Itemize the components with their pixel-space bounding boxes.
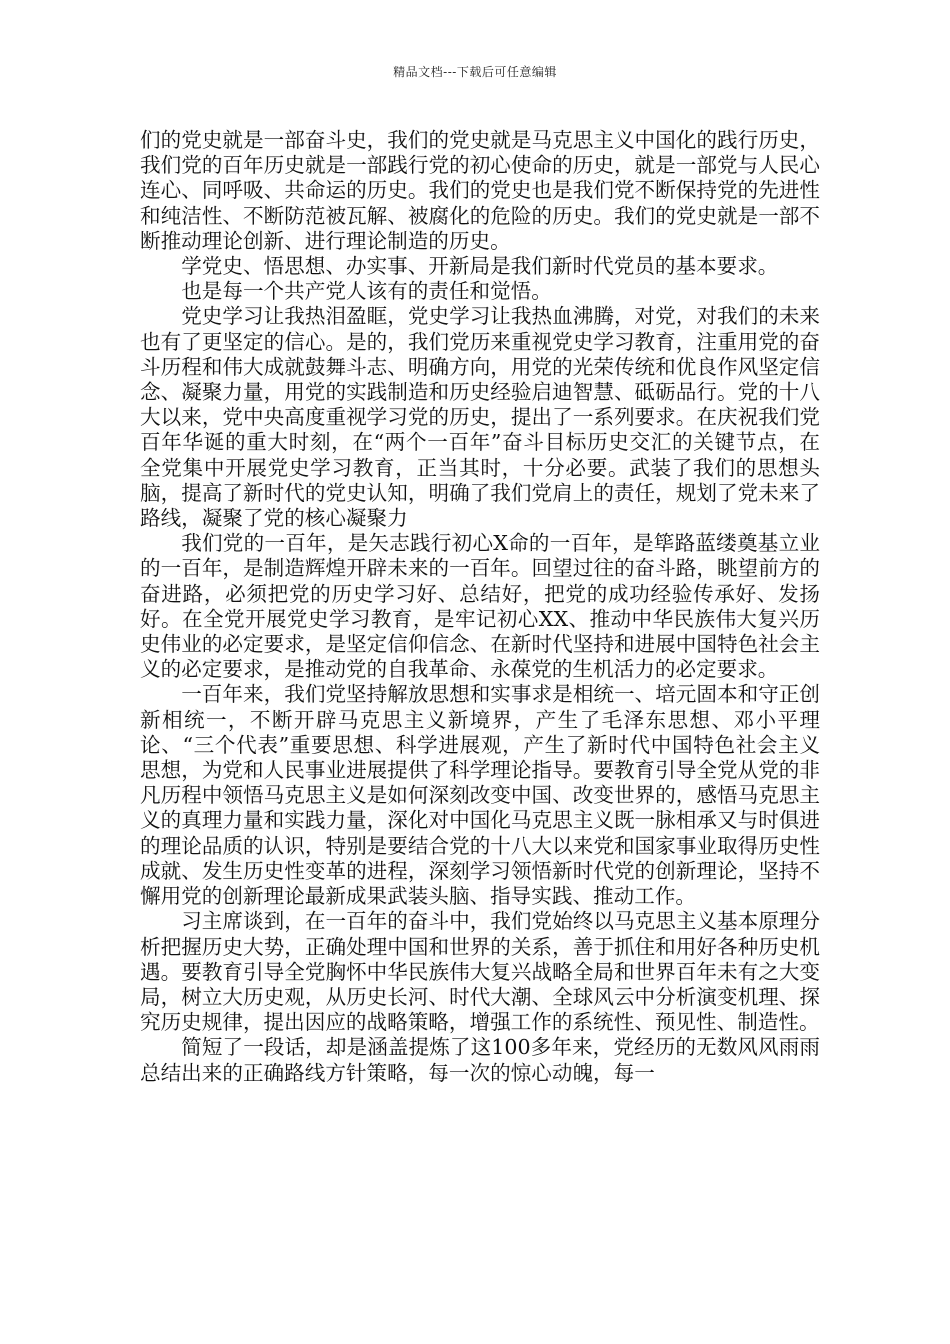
page-header: 精品文档---下载后可任意编辑 <box>393 65 557 79</box>
paragraph: 也是每一个共产党人该有的责任和觉悟。 <box>181 279 552 304</box>
paragraph: 我们党的一百年，是矢志践行初心X命的一百年，是筚路蓝缕奠基立业的一百年，是制造辉煌开辟未来的一百年。回望过往的奋斗路，眺望前方的奋进路，必须把党的历史学习好、总结好，把党的成功经验传承好、发扬好。在全党开展党史学习教育，是牢记初心XX、推动中华民族伟大复兴历史伟业的必定要求，是坚定信仰信念、在新时代坚持和进展中国特色社会主义的必定要求，是推动党的自我革命、永葆党的生机活力的必定要求。 <box>140 531 820 682</box>
paragraph: 学党史、悟思想、办实事、开新局是我们新时代党员的基本要求。 <box>181 254 779 279</box>
paragraph: 党史学习让我热泪盈眶，党史学习让我热血沸腾，对党，对我们的未来也有了更坚定的信心。是的，我们党历来重视党史学习教育，注重用党的奋斗历程和伟大成就鼓舞斗志、明确方向，用党的光荣传统和优良作风坚定信念、凝聚力量，用党的实践制造和历史经验启迪智慧、砥砺品行。党的十八大以来，党中央高度重视学习党的历史，提出了一系列要求。在庆祝我们党百年华诞的重大时刻，在“两个一百年”奋斗目标历史交汇的关键节点，在全党集中开展党史学习教育，正当其时，十分必要。武装了我们的思想头脑，提高了新时代的党史认知，明确了我们党肩上的责任，规划了党未来了路线，凝聚了党的核心凝聚力 <box>140 304 820 531</box>
paragraph: 简短了一段话，却是涵盖提炼了这100多年来，党经历的无数风风雨雨总结出来的正确路线方针策略，每一次的惊心动魄，每一 <box>140 1035 820 1085</box>
paragraph: 们的党史就是一部奋斗史，我们的党史就是马克思主义中国化的践行历史，我们党的百年历史就是一部践行党的初心使命的历史，就是一部党与人民心连心、同呼吸、共命运的历史。我们的党史也是我们党不断保持党的先进性和纯洁性、不断防范被瓦解、被腐化的危险的历史。我们的党史就是一部不断推动理论创新、进行理论制造的历史。 <box>140 128 820 253</box>
paragraph: 习主席谈到，在一百年的奋斗中，我们党始终以马克思主义基本原理分析把握历史大势，正确处理中国和世界的关系，善于抓住和用好各种历史机遇。要教育引导全党胸怀中华民族伟大复兴战略全局和世界百年未有之大变局，树立大历史观，从历史长河、时代大潮、全球风云中分析演变机理、探究历史规律，提出因应的战略策略，增强工作的系统性、预见性、制造性。 <box>140 909 820 1035</box>
paragraph: 一百年来，我们党坚持解放思想和实事求是相统一、培元固本和守正创新相统一，不断开辟马克思主义新境界，产生了毛泽东思想、邓小平理论、“三个代表”重要思想、科学进展观，产生了新时代中国特色社会主义思想，为党和人民事业进展提供了科学理论指导。要教育引导全党从党的非凡历程中领悟马克思主义是如何深刻改变中国、改变世界的，感悟马克思主义的真理力量和实践力量，深化对中国化马克思主义既一脉相承又与时俱进的理论品质的认识，特别是要结合党的十八大以来党和国家事业取得历史性成就、发生历史性变革的进程，深刻学习领悟新时代党的创新理论，坚持不懈用党的创新理论最新成果武装头脑、指导实践、推动工作。 <box>140 682 820 909</box>
document-body <box>140 128 820 1086</box>
